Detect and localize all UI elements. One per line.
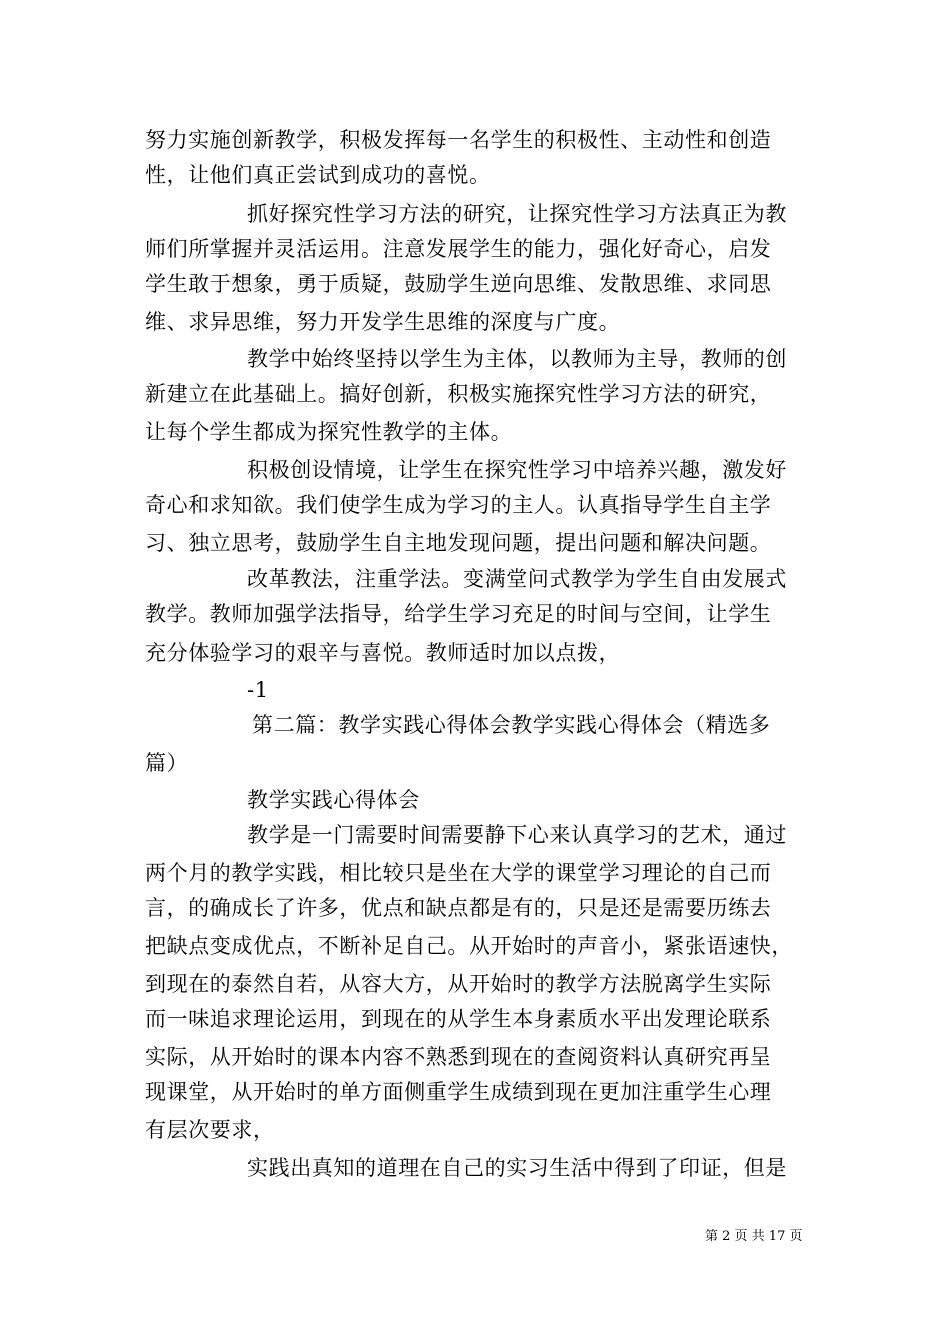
text-line: 积极创设情境，让学生在探究性学习中培养兴趣，激发好 bbox=[247, 458, 787, 482]
text-line: 新建立在此基础上。搞好创新，积极实施探究性学习方法的研究， bbox=[145, 382, 772, 406]
text-line: 奇心和求知欲。我们使学生成为学习的主人。认真指导学生自主学 bbox=[145, 493, 772, 517]
text-line: 维、求异思维，努力开发学生思维的深度与广度。 bbox=[145, 310, 621, 334]
text-line: 现课堂，从开始时的单方面侧重学生成绩到现在更加注重学生心理 bbox=[145, 1080, 772, 1104]
text-line: 努力实施创新教学，积极发挥每一名学生的积极性、主动性和创造 bbox=[145, 128, 772, 152]
text-line: 到现在的泰然自若，从容大方，从开始时的教学方法脱离学生实际 bbox=[145, 972, 772, 996]
text-line: 让每个学生都成为探究性教学的主体。 bbox=[145, 420, 513, 444]
text-line: 学生敢于想象，勇于质疑，鼓励学生逆向思维、发散思维、求同思 bbox=[145, 272, 772, 296]
text-line: 教学。教师加强学法指导，给学生学习充足的时间与空间，让学生 bbox=[145, 602, 772, 626]
text-line: 两个月的教学实践，相比较只是坐在大学的课堂学习理论的自己而 bbox=[145, 861, 772, 885]
text-line: 性，让他们真正尝试到成功的喜悦。 bbox=[145, 163, 491, 187]
page-footer: 第 2 页 共 17 页 bbox=[705, 1229, 803, 1244]
text-line: 充分体验学习的艰辛与喜悦。教师适时加以点拨， bbox=[145, 641, 621, 665]
page-marker: -1 bbox=[247, 678, 269, 702]
text-line: 实际，从开始时的课本内容不熟悉到现在的查阅资料认真研究再呈 bbox=[145, 1045, 772, 1069]
text-line: 实践出真知的道理在自己的实习生活中得到了印证，但是 bbox=[247, 1156, 787, 1180]
text-line: 而一味追求理论运用，到现在的从学生本身素质水平出发理论联系 bbox=[145, 1007, 772, 1031]
section-heading: 第二篇：教学实践心得体会教学实践心得体会（精选多 bbox=[252, 713, 771, 737]
text-line: 习、独立思考，鼓励学生自主地发现问题，提出问题和解决问题。 bbox=[145, 531, 772, 555]
text-line: 有层次要求， bbox=[145, 1118, 275, 1142]
section-heading-continued: 篇） bbox=[145, 751, 189, 775]
text-line: 把缺点变成优点，不断补足自己。从开始时的声音小，紧张语速快， bbox=[145, 934, 793, 958]
text-line: 言，的确成长了许多，优点和缺点都是有的，只是还是需要历练去 bbox=[145, 896, 772, 920]
text-line: 教学中始终坚持以学生为主体，以教师为主导，教师的创 bbox=[247, 347, 787, 371]
text-line: 改革教法，注重学法。变满堂问式教学为学生自由发展式 bbox=[247, 567, 787, 591]
text-line: 抓好探究性学习方法的研究，让探究性学习方法真正为教 bbox=[247, 202, 787, 226]
text-line: 教学是一门需要时间需要静下心来认真学习的艺术，通过 bbox=[247, 823, 787, 847]
article-title: 教学实践心得体会 bbox=[247, 788, 420, 812]
text-line: 师们所掌握并灵活运用。注意发展学生的能力，强化好奇心，启发 bbox=[145, 237, 772, 261]
